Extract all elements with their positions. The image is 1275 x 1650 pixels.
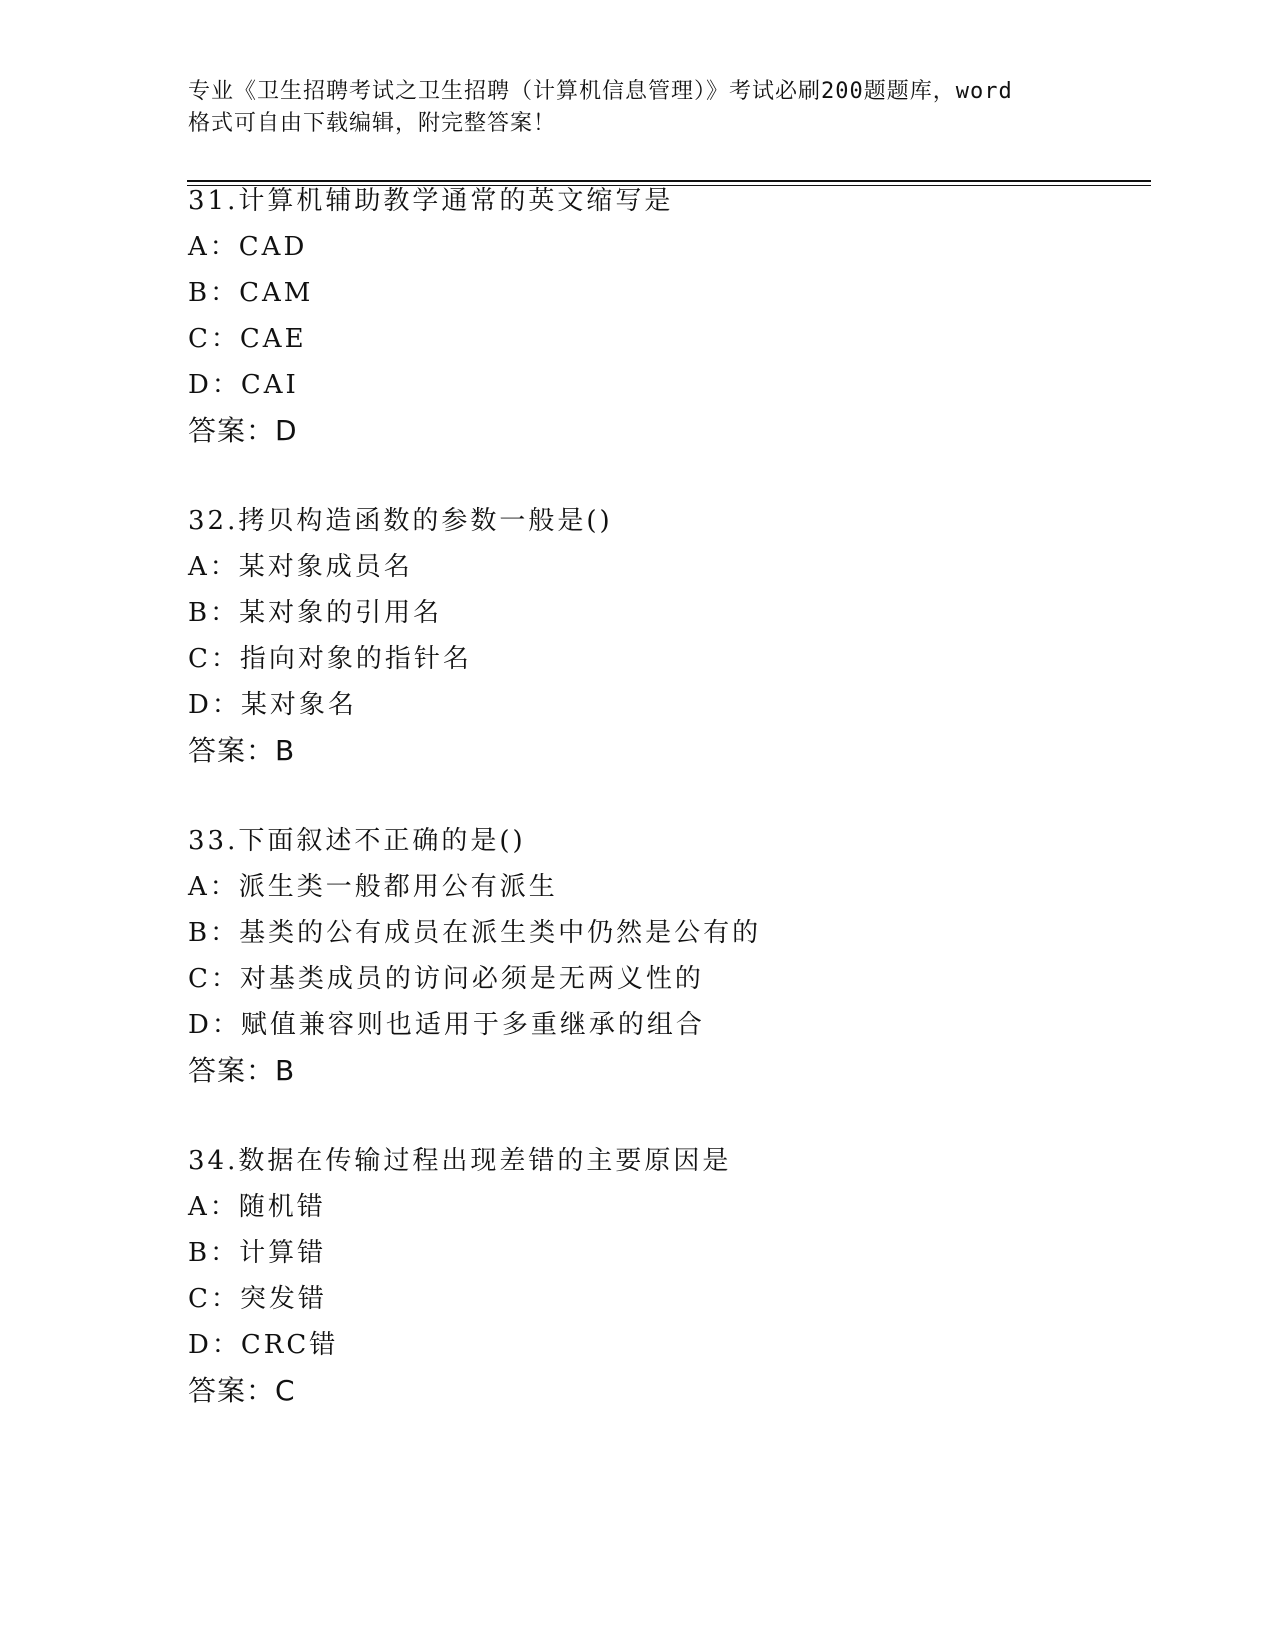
option-b bbox=[188, 590, 1168, 636]
option-letter: C： bbox=[188, 324, 240, 354]
option-d bbox=[188, 682, 1168, 728]
option-c bbox=[188, 1276, 1168, 1322]
question-34 bbox=[188, 1138, 1168, 1414]
option-letter: C： bbox=[188, 964, 240, 994]
option-letter: B： bbox=[188, 1238, 240, 1268]
option-b bbox=[188, 1230, 1168, 1276]
option-c bbox=[188, 956, 1168, 1002]
option-letter: A： bbox=[188, 872, 239, 902]
option-text: 某对象名 bbox=[240, 690, 357, 720]
option-text: 赋值兼容则也适用于多重继承的组合 bbox=[240, 1010, 705, 1040]
option-d bbox=[188, 362, 1168, 408]
question-stem: 33.下面叙述不正确的是() bbox=[188, 826, 526, 856]
option-letter: D： bbox=[188, 1330, 241, 1360]
option-text: 突发错 bbox=[239, 1284, 327, 1314]
option-letter: B： bbox=[188, 918, 240, 948]
option-c bbox=[188, 636, 1168, 682]
option-letter: B： bbox=[188, 598, 240, 628]
option-letter: C： bbox=[188, 1284, 240, 1314]
option-text: CAE bbox=[239, 324, 307, 354]
question-stem: 32.拷贝构造函数的参数一般是() bbox=[188, 506, 613, 536]
option-text: CRC错 bbox=[240, 1330, 339, 1360]
header-line-1: 专业《卫生招聘考试之卫生招聘（计算机信息管理）》考试必刷200题题库，word bbox=[188, 79, 1013, 104]
question-31 bbox=[188, 178, 1168, 454]
option-a bbox=[188, 544, 1168, 590]
option-text: CAM bbox=[239, 278, 314, 308]
question-stem: 34.数据在传输过程出现差错的主要原因是 bbox=[188, 1146, 732, 1176]
option-b bbox=[188, 910, 1168, 956]
option-text: 随机错 bbox=[238, 1192, 326, 1222]
option-d bbox=[188, 1322, 1168, 1368]
option-text: 某对象成员名 bbox=[238, 552, 413, 582]
option-d bbox=[188, 1002, 1168, 1048]
option-letter: A： bbox=[188, 552, 239, 582]
answer-label: 答案：B bbox=[188, 734, 296, 767]
option-text: 计算错 bbox=[239, 1238, 327, 1268]
question-stem: 31.计算机辅助教学通常的英文缩写是 bbox=[188, 186, 674, 216]
option-text: 某对象的引用名 bbox=[239, 598, 443, 628]
option-text: 派生类一般都用公有派生 bbox=[238, 872, 558, 902]
answer-label: 答案：C bbox=[188, 1374, 296, 1407]
option-a bbox=[188, 1184, 1168, 1230]
answer-label: 答案：B bbox=[188, 1054, 296, 1087]
option-c bbox=[188, 316, 1168, 362]
option-letter: D： bbox=[188, 1010, 241, 1040]
option-text: 指向对象的指针名 bbox=[239, 644, 472, 674]
option-a bbox=[188, 224, 1168, 270]
option-text: 基类的公有成员在派生类中仍然是公有的 bbox=[239, 918, 762, 948]
option-a bbox=[188, 864, 1168, 910]
question-32 bbox=[188, 498, 1168, 774]
option-letter: D： bbox=[188, 370, 241, 400]
option-b bbox=[188, 270, 1168, 316]
option-letter: A： bbox=[188, 1192, 239, 1222]
question-33 bbox=[188, 818, 1168, 1094]
option-text: CAD bbox=[238, 232, 308, 262]
option-text: 对基类成员的访问必须是无两义性的 bbox=[239, 964, 704, 994]
option-text: CAI bbox=[240, 370, 299, 400]
answer-label: 答案：D bbox=[188, 414, 298, 447]
option-letter: C： bbox=[188, 644, 240, 674]
document-header bbox=[188, 76, 1088, 140]
header-line-2: 格式可自由下载编辑，附完整答案！ bbox=[188, 111, 557, 136]
option-letter: A： bbox=[188, 232, 239, 262]
option-letter: D： bbox=[188, 690, 241, 720]
option-letter: B： bbox=[188, 278, 240, 308]
